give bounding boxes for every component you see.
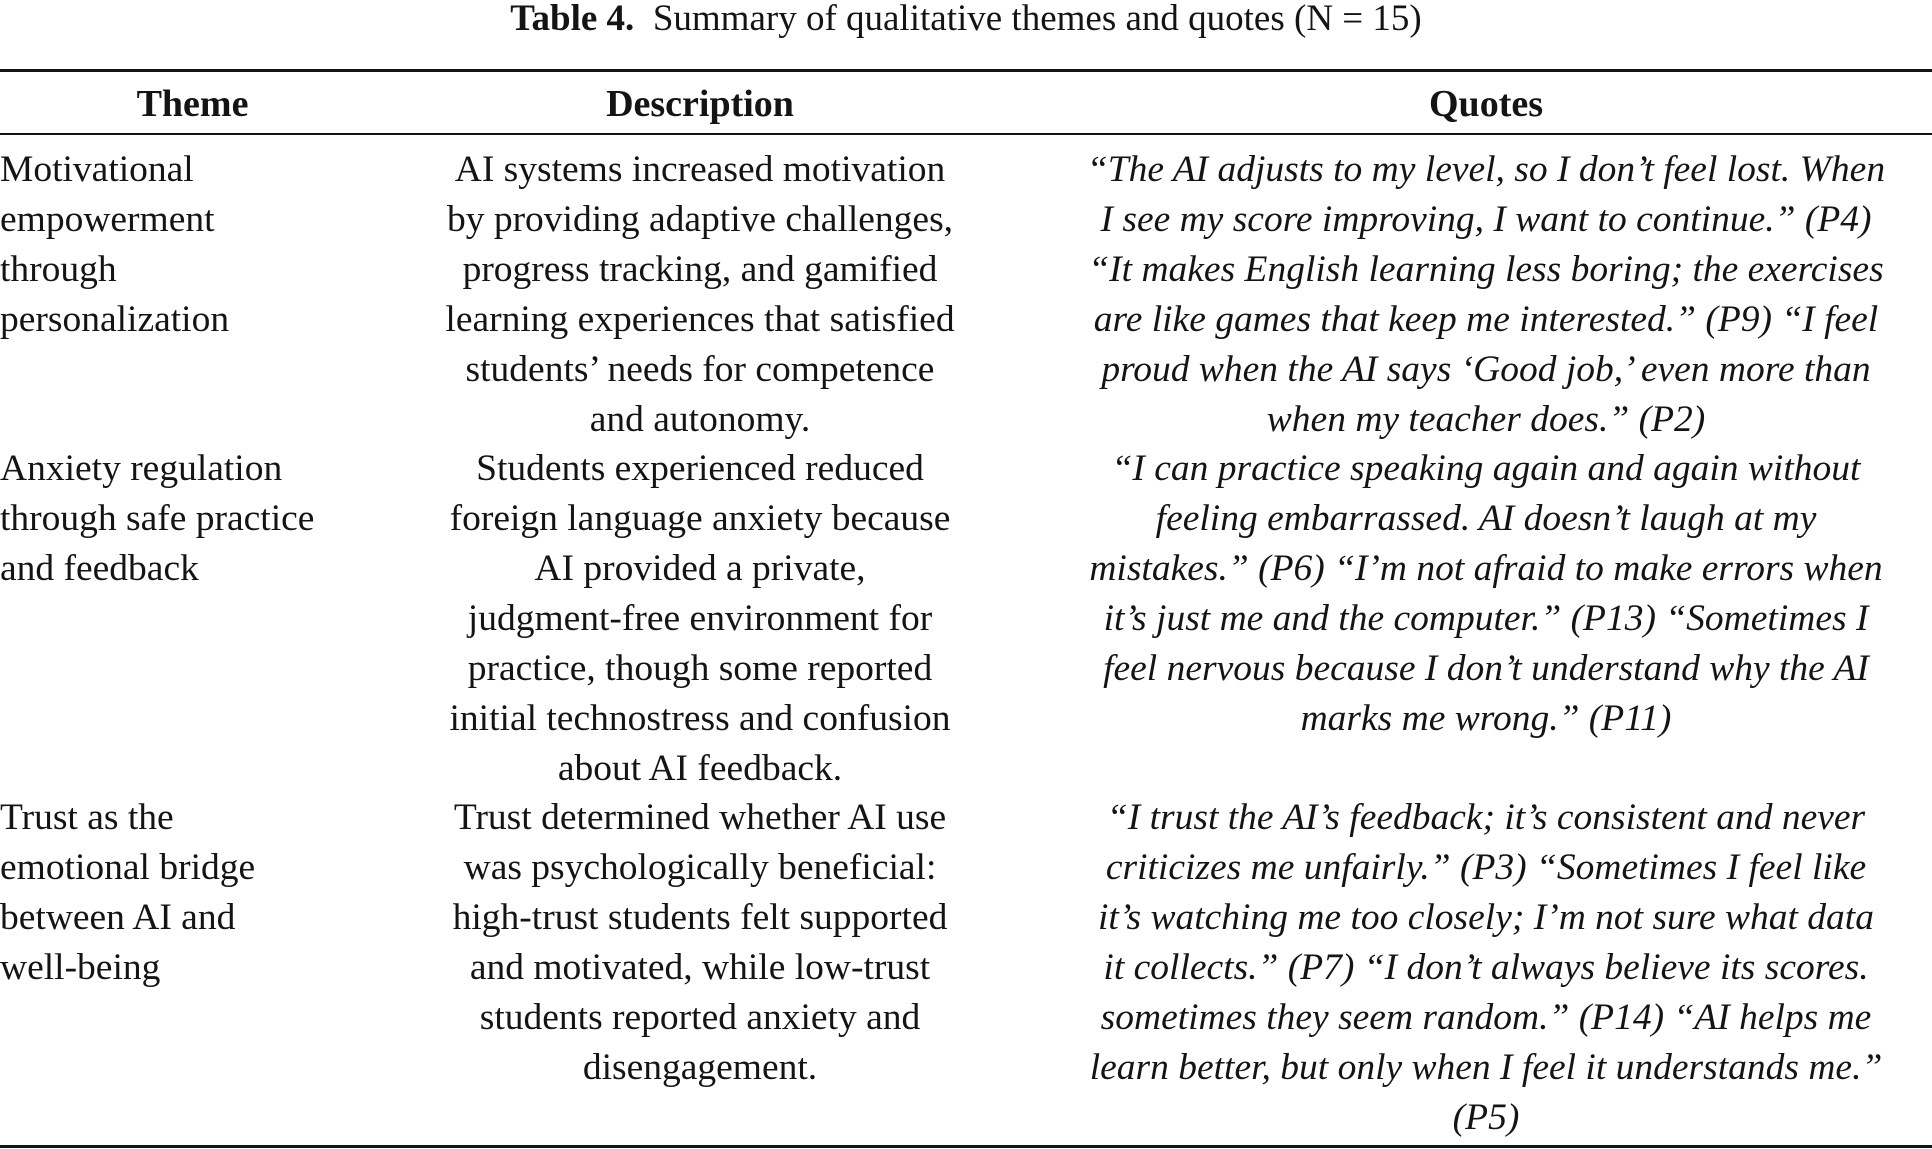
quote-line: learn better, but only when I feel it understands me.” (1089, 1047, 1883, 1088)
top-rule (0, 69, 1932, 72)
table-row-1-quotes (1040, 145, 1932, 445)
quote-line: feeling embarrassed. AI doesn’t laugh at my (1155, 498, 1817, 539)
table-caption-text: Summary of qualitative themes and quotes (N = 15) (652, 0, 1422, 39)
quote-line: mistakes.” (P6) “I’m not afraid to make errors when (1089, 548, 1883, 589)
table-row-3-quotes (1040, 793, 1932, 1143)
quote-line: it’s watching me too closely; I’m not sure what data (1098, 897, 1874, 938)
description-line: was psychologically beneficial: (463, 847, 937, 888)
theme-line: Trust as the (0, 797, 174, 838)
theme-line: well-being (0, 947, 161, 988)
theme-line: personalization (0, 299, 230, 340)
description-line: Students experienced reduced (476, 448, 924, 489)
description-line: foreign language anxiety because (449, 498, 951, 539)
quote-line: feel nervous because I don’t understand why the AI (1103, 648, 1869, 689)
column-header-theme: Theme (136, 83, 249, 125)
quote-line: I see my score improving, I want to continue.” (P4) (1100, 199, 1872, 240)
quote-line: it’s just me and the computer.” (P13) “Sometimes I (1103, 598, 1869, 639)
theme-line: empowerment (0, 199, 215, 240)
table-row-3-theme (0, 793, 385, 993)
quote-line: “It makes English learning less boring; the exercises (1088, 249, 1884, 290)
header-rule (0, 133, 1932, 135)
quote-line: sometimes they seem random.” (P14) “AI helps me (1100, 997, 1872, 1038)
table-caption-label: Table 4. (510, 0, 635, 39)
theme-line: between AI and (0, 897, 236, 938)
table-row-1-description (400, 145, 1000, 445)
column-header-description: Description (606, 83, 794, 125)
description-line: about AI feedback. (557, 748, 843, 789)
theme-line: Motivational (0, 149, 194, 190)
description-line: progress tracking, and gamified (462, 249, 938, 290)
description-line: students reported anxiety and (479, 997, 921, 1038)
description-line: and autonomy. (589, 399, 811, 440)
quote-line: it collects.” (P7) “I don’t always believe its scores. (1103, 947, 1869, 988)
description-line: judgment-free environment for (467, 598, 933, 639)
description-line: AI systems increased motivation (454, 149, 946, 190)
quote-line: criticizes me unfairly.” (P3) “Sometimes I feel like (1105, 847, 1867, 888)
description-line: and motivated, while low-trust (469, 947, 931, 988)
description-line: learning experiences that satisfied (445, 299, 955, 340)
quote-line: proud when the AI says ‘Good job,’ even more than (1101, 349, 1871, 390)
description-line: initial technostress and confusion (449, 698, 951, 739)
theme-line: and feedback (0, 548, 199, 589)
description-line: by providing adaptive challenges, (446, 199, 954, 240)
theme-line: Anxiety regulation (0, 448, 283, 489)
table-row-2-theme (0, 444, 385, 594)
table-row-2-description (400, 444, 1000, 794)
description-line: students’ needs for competence (465, 349, 935, 390)
description-line: disengagement. (582, 1047, 818, 1088)
table-row-3-description (400, 793, 1000, 1093)
description-line: Trust determined whether AI use (453, 797, 947, 838)
theme-line: emotional bridge (0, 847, 256, 888)
quote-line: “I can practice speaking again and again without (1111, 448, 1861, 489)
theme-line: through safe practice (0, 498, 315, 539)
quote-line: (P5) (1452, 1097, 1520, 1138)
bottom-rule (0, 1145, 1932, 1148)
table-caption (0, 0, 1932, 38)
table-row-2-quotes (1040, 444, 1932, 744)
description-line: high-trust students felt supported (452, 897, 948, 938)
quote-line: marks me wrong.” (P11) (1300, 698, 1672, 739)
theme-line: through (0, 249, 117, 290)
quote-line: are like games that keep me interested.” (P9) “I feel (1093, 299, 1879, 340)
table-row-1-theme (0, 145, 385, 345)
description-line: practice, though some reported (467, 648, 933, 689)
quote-line: when my teacher does.” (P2) (1266, 399, 1706, 440)
quote-line: “I trust the AI’s feedback; it’s consistent and never (1106, 797, 1866, 838)
quote-line: “The AI adjusts to my level, so I don’t feel lost. When (1086, 149, 1886, 190)
column-header-quotes: Quotes (1429, 83, 1543, 125)
description-line: AI provided a private, (534, 548, 866, 589)
